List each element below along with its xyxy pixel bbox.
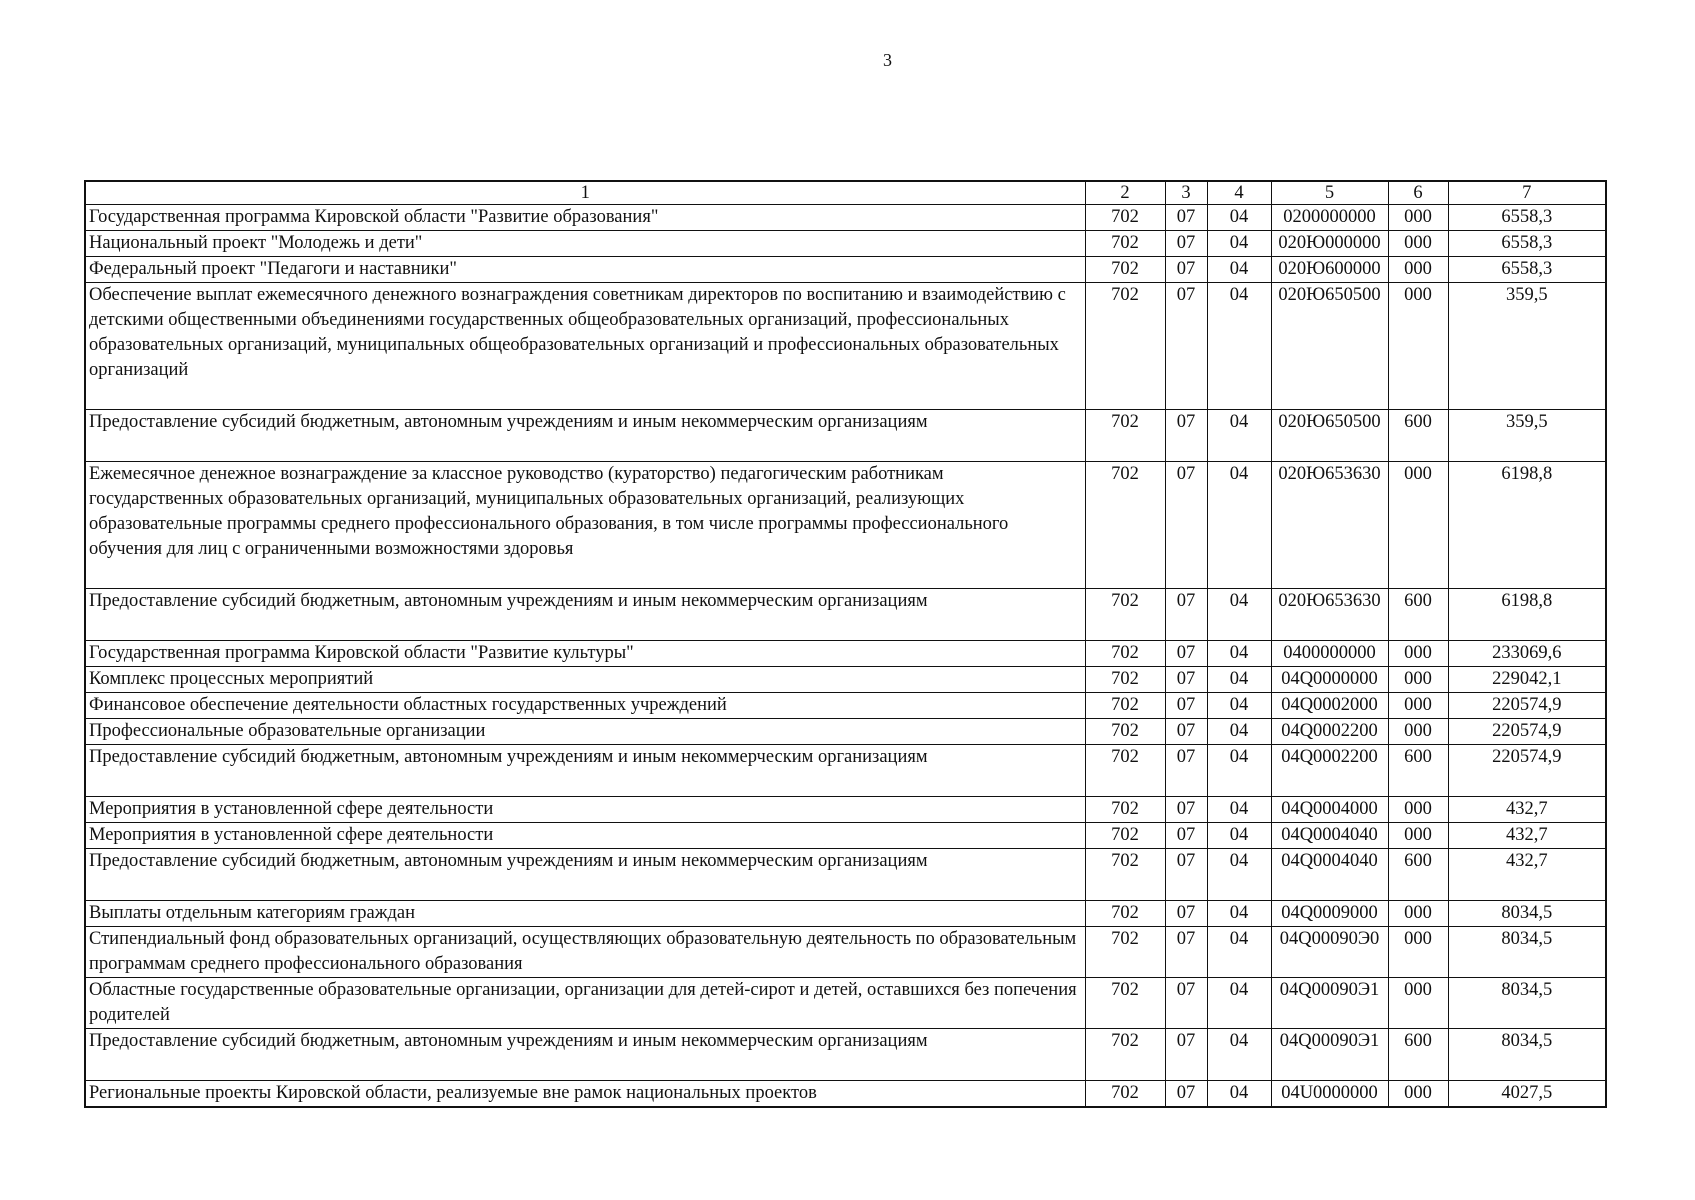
table-row [85, 231, 1606, 257]
row-section-cell: 07 [1165, 257, 1207, 283]
row-expense-type-cell: 000 [1388, 231, 1448, 257]
row-section-cell: 07 [1165, 589, 1207, 641]
row-code-cell: 702 [1085, 1029, 1165, 1081]
header-cell-6: 6 [1388, 181, 1448, 205]
row-name-cell: Обеспечение выплат ежемесячного денежного вознаграждения советникам директоров по воспитанию и взаимодействию с детскими общественными объединениями государственных общеобразовательных организаций, профессиональных образовательных организаций, муниципальных общеобразовательных организаций и профессиональных образовательных организаций [85, 283, 1085, 410]
row-target-article-cell: 04Q0009000 [1271, 901, 1388, 927]
row-name-cell: Мероприятия в установленной сфере деятельности [85, 797, 1085, 823]
row-code-cell: 702 [1085, 410, 1165, 462]
row-name-cell: Финансовое обеспечение деятельности областных государственных учреждений [85, 693, 1085, 719]
row-amount-cell: 6558,3 [1448, 205, 1606, 231]
row-section-cell: 07 [1165, 1081, 1207, 1108]
row-amount-cell: 432,7 [1448, 797, 1606, 823]
row-subsection-cell: 04 [1207, 1029, 1271, 1081]
table-row [85, 589, 1606, 641]
row-expense-type-cell: 600 [1388, 745, 1448, 797]
row-section-cell: 07 [1165, 849, 1207, 901]
row-target-article-cell: 0400000000 [1271, 641, 1388, 667]
row-name-cell: Государственная программа Кировской области "Развитие образования" [85, 205, 1085, 231]
row-target-article-cell: 020Ю600000 [1271, 257, 1388, 283]
row-target-article-cell: 020Ю653630 [1271, 589, 1388, 641]
row-amount-cell: 432,7 [1448, 849, 1606, 901]
row-expense-type-cell: 000 [1388, 901, 1448, 927]
table-row [85, 641, 1606, 667]
row-code-cell: 702 [1085, 257, 1165, 283]
row-code-cell: 702 [1085, 667, 1165, 693]
row-target-article-cell: 04Q0004040 [1271, 823, 1388, 849]
row-amount-cell: 220574,9 [1448, 693, 1606, 719]
row-amount-cell: 4027,5 [1448, 1081, 1606, 1108]
row-target-article-cell: 04Q0000000 [1271, 667, 1388, 693]
row-expense-type-cell: 000 [1388, 205, 1448, 231]
row-target-article-cell: 04Q0002000 [1271, 693, 1388, 719]
row-expense-type-cell: 000 [1388, 719, 1448, 745]
row-section-cell: 07 [1165, 927, 1207, 978]
table-row [85, 410, 1606, 462]
row-target-article-cell: 04Q0002200 [1271, 719, 1388, 745]
row-section-cell: 07 [1165, 797, 1207, 823]
row-expense-type-cell: 600 [1388, 849, 1448, 901]
row-name-cell: Предоставление субсидий бюджетным, автономным учреждениям и иным некоммерческим организациям [85, 745, 1085, 797]
row-target-article-cell: 04Q00090Э1 [1271, 978, 1388, 1029]
row-code-cell: 702 [1085, 823, 1165, 849]
row-expense-type-cell: 000 [1388, 283, 1448, 410]
row-subsection-cell: 04 [1207, 797, 1271, 823]
row-section-cell: 07 [1165, 901, 1207, 927]
row-code-cell: 702 [1085, 1081, 1165, 1108]
row-target-article-cell: 020Ю650500 [1271, 283, 1388, 410]
row-name-cell: Мероприятия в установленной сфере деятельности [85, 823, 1085, 849]
row-expense-type-cell: 000 [1388, 978, 1448, 1029]
row-expense-type-cell: 600 [1388, 410, 1448, 462]
table-row [85, 462, 1606, 589]
row-section-cell: 07 [1165, 1029, 1207, 1081]
row-amount-cell: 359,5 [1448, 410, 1606, 462]
row-name-cell: Региональные проекты Кировской области, реализуемые вне рамок национальных проектов [85, 1081, 1085, 1108]
row-expense-type-cell: 000 [1388, 1081, 1448, 1108]
row-expense-type-cell: 000 [1388, 462, 1448, 589]
row-name-cell: Предоставление субсидий бюджетным, автономным учреждениям и иным некоммерческим организациям [85, 410, 1085, 462]
row-subsection-cell: 04 [1207, 641, 1271, 667]
row-target-article-cell: 04Q0004040 [1271, 849, 1388, 901]
header-cell-4: 4 [1207, 181, 1271, 205]
table-row [85, 257, 1606, 283]
row-expense-type-cell: 000 [1388, 667, 1448, 693]
row-target-article-cell: 04Q0004000 [1271, 797, 1388, 823]
row-target-article-cell: 0200000000 [1271, 205, 1388, 231]
row-code-cell: 702 [1085, 641, 1165, 667]
header-cell-7: 7 [1448, 181, 1606, 205]
row-section-cell: 07 [1165, 978, 1207, 1029]
row-subsection-cell: 04 [1207, 978, 1271, 1029]
row-section-cell: 07 [1165, 823, 1207, 849]
row-code-cell: 702 [1085, 205, 1165, 231]
row-code-cell: 702 [1085, 797, 1165, 823]
row-subsection-cell: 04 [1207, 927, 1271, 978]
row-name-cell: Комплекс процессных мероприятий [85, 667, 1085, 693]
row-subsection-cell: 04 [1207, 231, 1271, 257]
row-amount-cell: 432,7 [1448, 823, 1606, 849]
row-name-cell: Предоставление субсидий бюджетным, автономным учреждениям и иным некоммерческим организациям [85, 1029, 1085, 1081]
row-target-article-cell: 020Ю000000 [1271, 231, 1388, 257]
row-section-cell: 07 [1165, 462, 1207, 589]
row-subsection-cell: 04 [1207, 693, 1271, 719]
header-cell-5: 5 [1271, 181, 1388, 205]
row-subsection-cell: 04 [1207, 849, 1271, 901]
row-expense-type-cell: 000 [1388, 797, 1448, 823]
row-amount-cell: 8034,5 [1448, 927, 1606, 978]
row-section-cell: 07 [1165, 410, 1207, 462]
row-amount-cell: 8034,5 [1448, 1029, 1606, 1081]
row-amount-cell: 229042,1 [1448, 667, 1606, 693]
row-amount-cell: 8034,5 [1448, 901, 1606, 927]
row-code-cell: 702 [1085, 589, 1165, 641]
row-expense-type-cell: 000 [1388, 693, 1448, 719]
row-section-cell: 07 [1165, 667, 1207, 693]
table-header-row [85, 181, 1606, 205]
row-name-cell: Государственная программа Кировской области "Развитие культуры" [85, 641, 1085, 667]
row-name-cell: Национальный проект "Молодежь и дети" [85, 231, 1085, 257]
table-row [85, 797, 1606, 823]
row-section-cell: 07 [1165, 283, 1207, 410]
row-code-cell: 702 [1085, 283, 1165, 410]
row-subsection-cell: 04 [1207, 1081, 1271, 1108]
row-subsection-cell: 04 [1207, 205, 1271, 231]
row-name-cell: Выплаты отдельным категориям граждан [85, 901, 1085, 927]
row-subsection-cell: 04 [1207, 823, 1271, 849]
row-amount-cell: 220574,9 [1448, 719, 1606, 745]
row-section-cell: 07 [1165, 231, 1207, 257]
table-row [85, 901, 1606, 927]
row-subsection-cell: 04 [1207, 745, 1271, 797]
row-expense-type-cell: 600 [1388, 1029, 1448, 1081]
row-section-cell: 07 [1165, 641, 1207, 667]
header-cell-1: 1 [85, 181, 1085, 205]
row-code-cell: 702 [1085, 978, 1165, 1029]
row-amount-cell: 8034,5 [1448, 978, 1606, 1029]
header-cell-2: 2 [1085, 181, 1165, 205]
table-row [85, 205, 1606, 231]
row-code-cell: 702 [1085, 927, 1165, 978]
header-cell-3: 3 [1165, 181, 1207, 205]
row-expense-type-cell: 000 [1388, 927, 1448, 978]
row-subsection-cell: 04 [1207, 719, 1271, 745]
row-code-cell: 702 [1085, 693, 1165, 719]
row-amount-cell: 359,5 [1448, 283, 1606, 410]
row-name-cell: Предоставление субсидий бюджетным, автономным учреждениям и иным некоммерческим организациям [85, 849, 1085, 901]
row-code-cell: 702 [1085, 901, 1165, 927]
table-row [85, 1081, 1606, 1108]
row-name-cell: Ежемесячное денежное вознаграждение за классное руководство (кураторство) педагогическим работникам государственных образовательных организаций, муниципальных образовательных организаций, реализующих образовательные программы среднего профессионального образования, в том числе программы профессионального обучения для лиц с ограниченными возможностями здоровья [85, 462, 1085, 589]
row-code-cell: 702 [1085, 849, 1165, 901]
row-subsection-cell: 04 [1207, 410, 1271, 462]
row-name-cell: Профессиональные образовательные организации [85, 719, 1085, 745]
table-row [85, 745, 1606, 797]
row-target-article-cell: 04Q00090Э1 [1271, 1029, 1388, 1081]
row-section-cell: 07 [1165, 693, 1207, 719]
row-section-cell: 07 [1165, 205, 1207, 231]
row-code-cell: 702 [1085, 231, 1165, 257]
page-number-text: 3 [883, 50, 892, 70]
table-row [85, 823, 1606, 849]
row-subsection-cell: 04 [1207, 462, 1271, 589]
row-section-cell: 07 [1165, 745, 1207, 797]
budget-table [84, 180, 1607, 1108]
row-target-article-cell: 020Ю653630 [1271, 462, 1388, 589]
row-target-article-cell: 04Q0002200 [1271, 745, 1388, 797]
row-amount-cell: 6558,3 [1448, 231, 1606, 257]
row-name-cell: Федеральный проект "Педагоги и наставники" [85, 257, 1085, 283]
row-section-cell: 07 [1165, 719, 1207, 745]
row-code-cell: 702 [1085, 719, 1165, 745]
row-target-article-cell: 04Q00090Э0 [1271, 927, 1388, 978]
row-amount-cell: 6198,8 [1448, 462, 1606, 589]
row-amount-cell: 220574,9 [1448, 745, 1606, 797]
row-amount-cell: 6558,3 [1448, 257, 1606, 283]
table-row [85, 849, 1606, 901]
row-expense-type-cell: 000 [1388, 641, 1448, 667]
row-subsection-cell: 04 [1207, 901, 1271, 927]
table-row [85, 978, 1606, 1029]
row-subsection-cell: 04 [1207, 257, 1271, 283]
row-code-cell: 702 [1085, 745, 1165, 797]
page-number [0, 50, 1695, 71]
budget-table-container [84, 180, 1605, 1108]
table-row [85, 283, 1606, 410]
table-row [85, 719, 1606, 745]
table-row [85, 693, 1606, 719]
row-subsection-cell: 04 [1207, 667, 1271, 693]
row-target-article-cell: 04U0000000 [1271, 1081, 1388, 1108]
row-code-cell: 702 [1085, 462, 1165, 589]
row-name-cell: Предоставление субсидий бюджетным, автономным учреждениям и иным некоммерческим организациям [85, 589, 1085, 641]
row-expense-type-cell: 000 [1388, 823, 1448, 849]
row-name-cell: Областные государственные образовательные организации, организации для детей-сирот и детей, оставшихся без попечения родителей [85, 978, 1085, 1029]
table-row [85, 1029, 1606, 1081]
row-target-article-cell: 020Ю650500 [1271, 410, 1388, 462]
row-expense-type-cell: 000 [1388, 257, 1448, 283]
table-row [85, 667, 1606, 693]
row-subsection-cell: 04 [1207, 589, 1271, 641]
row-amount-cell: 6198,8 [1448, 589, 1606, 641]
table-row [85, 927, 1606, 978]
row-amount-cell: 233069,6 [1448, 641, 1606, 667]
row-name-cell: Стипендиальный фонд образовательных организаций, осуществляющих образовательную деятельность по образовательным программам среднего профессионального образования [85, 927, 1085, 978]
row-subsection-cell: 04 [1207, 283, 1271, 410]
row-expense-type-cell: 600 [1388, 589, 1448, 641]
